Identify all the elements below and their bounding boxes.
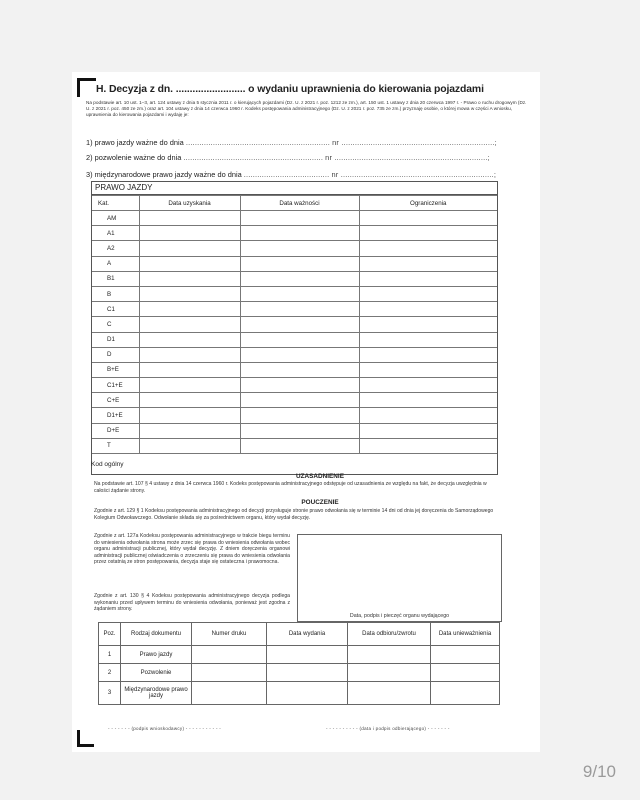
category-cell: A — [92, 256, 139, 271]
legal-basis-text: Na podstawie art. 10 ust. 1–3, art. 124 ustawy z dnia 5 stycznia 2011 r. o kierujących pojazdami (Dz. U. z 2021 r. poz. 1212 ze zm.), art. 150 ust. 1 ustawy z dnia 20 czerwca 1997 r. - Prawo o ruchu drogowym (Dz. U. z 2021 r. poz. 450 ze zm.) oraz art. 104 ustawy z dnia 14 czerwca 1960 r. Kodeks postępowania administracyjnego (Dz. U. z 2021 r. poz. 735 ze zm.) przyznaję osobie, o której mowa w części A wniosku, uprawnienia do kierowania pojazdami i wydaję je: — [86, 100, 527, 117]
instruction-heading: POUCZENIE — [301, 499, 339, 506]
table-row — [99, 664, 500, 682]
empty-cell — [139, 347, 240, 362]
empty-cell — [359, 241, 497, 256]
empty-cell — [348, 646, 431, 664]
row-position: 3 — [99, 682, 121, 705]
column-header: Data uzyskania — [139, 196, 240, 211]
instruction-paragraph-1: Zgodnie z art. 129 § 1 Kodeksu postępowania administracyjnego od decyzji przysługuje stronie prawo odwołania się w terminie 14 dni od dnia jej doręczenia do Samorządowego Kolegium Odwoławczego. Odwołanie składa się za pośrednictwem organu, który wydał decyzję. — [94, 508, 494, 521]
row-position: 1 — [99, 646, 121, 664]
table-row — [92, 286, 497, 301]
empty-cell — [240, 241, 359, 256]
category-cell: A1 — [92, 226, 139, 241]
empty-cell — [240, 302, 359, 317]
category-cell: D+E — [92, 423, 139, 438]
empty-cell — [240, 408, 359, 423]
category-cell: A2 — [92, 241, 139, 256]
category-cell: C+E — [92, 393, 139, 408]
table-row — [92, 362, 497, 377]
category-cell: D1 — [92, 332, 139, 347]
option-permit — [86, 153, 490, 162]
column-header: Data wydania — [267, 623, 348, 646]
table-row — [92, 332, 497, 347]
table-row — [92, 317, 497, 332]
empty-cell — [240, 226, 359, 241]
table-row — [99, 682, 500, 705]
table-row — [92, 271, 497, 286]
empty-cell — [139, 211, 240, 226]
category-cell: C — [92, 317, 139, 332]
column-header: Numer druku — [192, 623, 267, 646]
option-label: 2) pozwolenie ważne do dnia — [86, 153, 182, 162]
empty-cell — [359, 256, 497, 271]
table-row — [92, 211, 497, 226]
empty-cell — [431, 646, 500, 664]
empty-cell — [240, 393, 359, 408]
empty-cell — [139, 393, 240, 408]
category-cell: AM — [92, 211, 139, 226]
empty-cell — [192, 664, 267, 682]
empty-cell — [192, 646, 267, 664]
empty-cell — [359, 211, 497, 226]
row-document-type: Pozwolenie — [121, 664, 192, 682]
empty-cell — [267, 646, 348, 664]
scan-corner-top-left — [77, 78, 96, 97]
empty-cell — [359, 332, 497, 347]
empty-cell — [359, 286, 497, 301]
category-cell: C1+E — [92, 378, 139, 393]
option-driving-licence — [86, 138, 497, 147]
empty-cell — [139, 408, 240, 423]
recipient-signature-line: - - - - - - - - - - (data i podpis odbierającego) - - - - - - - — [326, 726, 450, 731]
instruction-paragraph-2: Zgodnie z art. 127a Kodeksu postępowania administracyjnego w trakcie biegu terminu do wniesienia odwołania strona może zrzec się prawa do wniesienia odwołania wobec organu administracji publicznej, który wydał decyzję. Z dniem doręczenia organowi administracji publicznej oświadczenia o zrzeczeniu się prawa do wniesienia odwołania przez ostatnią ze stron postępowania, decyzja staje się ostateczna i prawomocna. — [94, 533, 290, 566]
empty-cell — [359, 302, 497, 317]
justification-text: Na podstawie art. 107 § 4 ustawy z dnia 14 czerwca 1960 r. Kodeks postępowania administracyjnego odstępuje od uzasadnienia ze względu na fakt, że decyzja uwzględnia w całości żądanie strony. — [94, 481, 487, 494]
empty-cell — [139, 378, 240, 393]
applicant-signature-line: - - - - - - - (podpis wnioskodawcy) - - - - - - - - - - - — [108, 726, 222, 731]
empty-cell — [267, 682, 348, 705]
instruction-paragraph-3: Zgodnie z art. 130 § 4 Kodeksu postępowania administracyjnego decyzja podlega wykonaniu przed upływem terminu do wniesienia odwołania, ponieważ jest zgodna z żądaniem strony. — [94, 593, 290, 613]
column-header: Data ważności — [240, 196, 359, 211]
justification-heading: UZASADNIENIE — [296, 473, 344, 480]
empty-cell — [139, 271, 240, 286]
empty-cell — [139, 332, 240, 347]
empty-cell — [240, 423, 359, 438]
document-title: H. Decyzja z dn. ......................... o wydaniu uprawnienia do kierowania pojazdami — [96, 84, 484, 95]
empty-cell — [139, 286, 240, 301]
empty-cell — [139, 423, 240, 438]
table-row — [92, 241, 497, 256]
empty-cell — [348, 682, 431, 705]
option-number: nr ....................................................................; — [331, 170, 497, 179]
category-cell: B — [92, 286, 139, 301]
empty-cell — [431, 664, 500, 682]
option-label: 3) międzynarodowe prawo jazdy ważne do dnia — [86, 170, 242, 179]
table-row — [92, 438, 497, 453]
empty-cell — [240, 271, 359, 286]
empty-cell — [139, 226, 240, 241]
table-row — [92, 347, 497, 362]
empty-cell — [240, 256, 359, 271]
scan-corner-bottom-left — [77, 730, 94, 747]
option-label: 1) prawo jazdy ważne do dnia — [86, 138, 184, 147]
general-code-label: Kod ogólny — [91, 461, 124, 468]
column-header: Rodzaj dokumentu — [121, 623, 192, 646]
empty-cell — [359, 393, 497, 408]
empty-cell — [240, 362, 359, 377]
empty-cell — [240, 378, 359, 393]
empty-cell — [192, 682, 267, 705]
table-row — [92, 393, 497, 408]
row-document-type: Międzynarodowe prawo jazdy — [121, 682, 192, 705]
empty-cell — [240, 211, 359, 226]
option-number: nr ....................................................................; — [325, 153, 490, 162]
table-row — [92, 378, 497, 393]
empty-cell — [139, 362, 240, 377]
column-header: Data odbioru/zwrotu — [348, 623, 431, 646]
page-indicator: 9/10 — [582, 762, 616, 781]
category-cell: C1 — [92, 302, 139, 317]
row-document-type: Prawo jazdy — [121, 646, 192, 664]
empty-cell — [240, 317, 359, 332]
table-row — [92, 226, 497, 241]
column-header: Ograniczenia — [359, 196, 497, 211]
documents-table — [98, 622, 500, 705]
empty-cell — [359, 378, 497, 393]
option-dots: ...................................... — [243, 170, 330, 179]
category-cell: B+E — [92, 362, 139, 377]
empty-cell — [431, 682, 500, 705]
category-cell: B1 — [92, 271, 139, 286]
empty-cell — [240, 332, 359, 347]
category-cell: D1+E — [92, 408, 139, 423]
column-header: Poz. — [99, 623, 121, 646]
empty-cell — [359, 362, 497, 377]
empty-cell — [359, 347, 497, 362]
stamp-caption: Data, podpis i pieczęć organu wydającego — [349, 613, 450, 619]
empty-cell — [240, 347, 359, 362]
empty-cell — [139, 241, 240, 256]
option-number: nr ....................................................................; — [332, 138, 497, 147]
licence-table-heading: PRAWO JAZDY — [92, 182, 497, 195]
licence-grid — [92, 195, 497, 454]
empty-cell — [139, 317, 240, 332]
column-header: Data unieważnienia — [431, 623, 500, 646]
table-row — [92, 256, 497, 271]
empty-cell — [359, 226, 497, 241]
empty-cell — [359, 438, 497, 453]
empty-cell — [267, 664, 348, 682]
table-row — [92, 423, 497, 438]
empty-cell — [139, 438, 240, 453]
empty-cell — [348, 664, 431, 682]
table-row — [92, 302, 497, 317]
option-international-licence — [86, 170, 496, 179]
empty-cell — [359, 423, 497, 438]
empty-cell — [139, 256, 240, 271]
option-dots: .............................................................. — [183, 153, 324, 162]
signature-stamp-box — [297, 534, 502, 622]
empty-cell — [359, 271, 497, 286]
empty-cell — [359, 317, 497, 332]
empty-cell — [240, 438, 359, 453]
option-dots: ................................................................ — [185, 138, 331, 147]
category-cell: D — [92, 347, 139, 362]
empty-cell — [359, 408, 497, 423]
table-row — [99, 646, 500, 664]
column-header: Kat. — [92, 196, 139, 211]
licence-table — [91, 181, 498, 475]
empty-cell — [240, 286, 359, 301]
table-row — [92, 408, 497, 423]
empty-cell — [139, 302, 240, 317]
category-cell: T — [92, 438, 139, 453]
row-position: 2 — [99, 664, 121, 682]
